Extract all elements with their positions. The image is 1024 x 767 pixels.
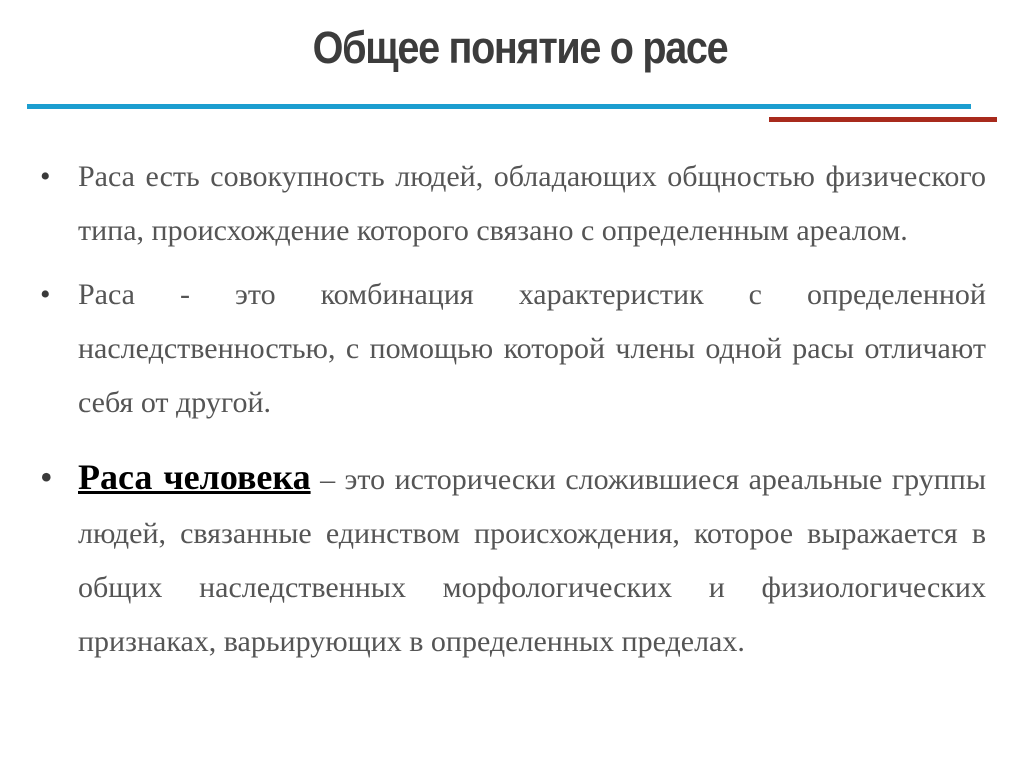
bullet-item-definition-2 — [38, 268, 986, 430]
bullet-marker: • — [40, 160, 51, 193]
bullet-text: Раса - это комбинация характеристик с определенной наследственностью, с помощью которой члены одной расы отличают себя от другой. — [78, 278, 986, 419]
slide-title: Общее понятие о расе — [312, 22, 728, 73]
title-underline-red — [769, 117, 997, 122]
bullet-term: Раса человека — [78, 457, 311, 497]
bullet-item-definition-1 — [38, 150, 986, 258]
bullet-item-definition-3 — [38, 450, 986, 669]
bullet-marker: • — [40, 278, 51, 311]
title-underline-blue — [27, 104, 971, 109]
bullet-marker: • — [40, 457, 53, 497]
bullet-list — [38, 150, 986, 679]
bullet-text: – это исторически сложившиеся ареальные группы людей, связанные единством происхождения, которое выражается в общих наследственных морфологических и физиологических признаках, варьирующих в определенных пределах. — [78, 463, 987, 658]
bullet-text: Раса есть совокупность людей, обладающих общностью физического типа, происхождение которого связано с определенным ареалом. — [78, 160, 986, 247]
